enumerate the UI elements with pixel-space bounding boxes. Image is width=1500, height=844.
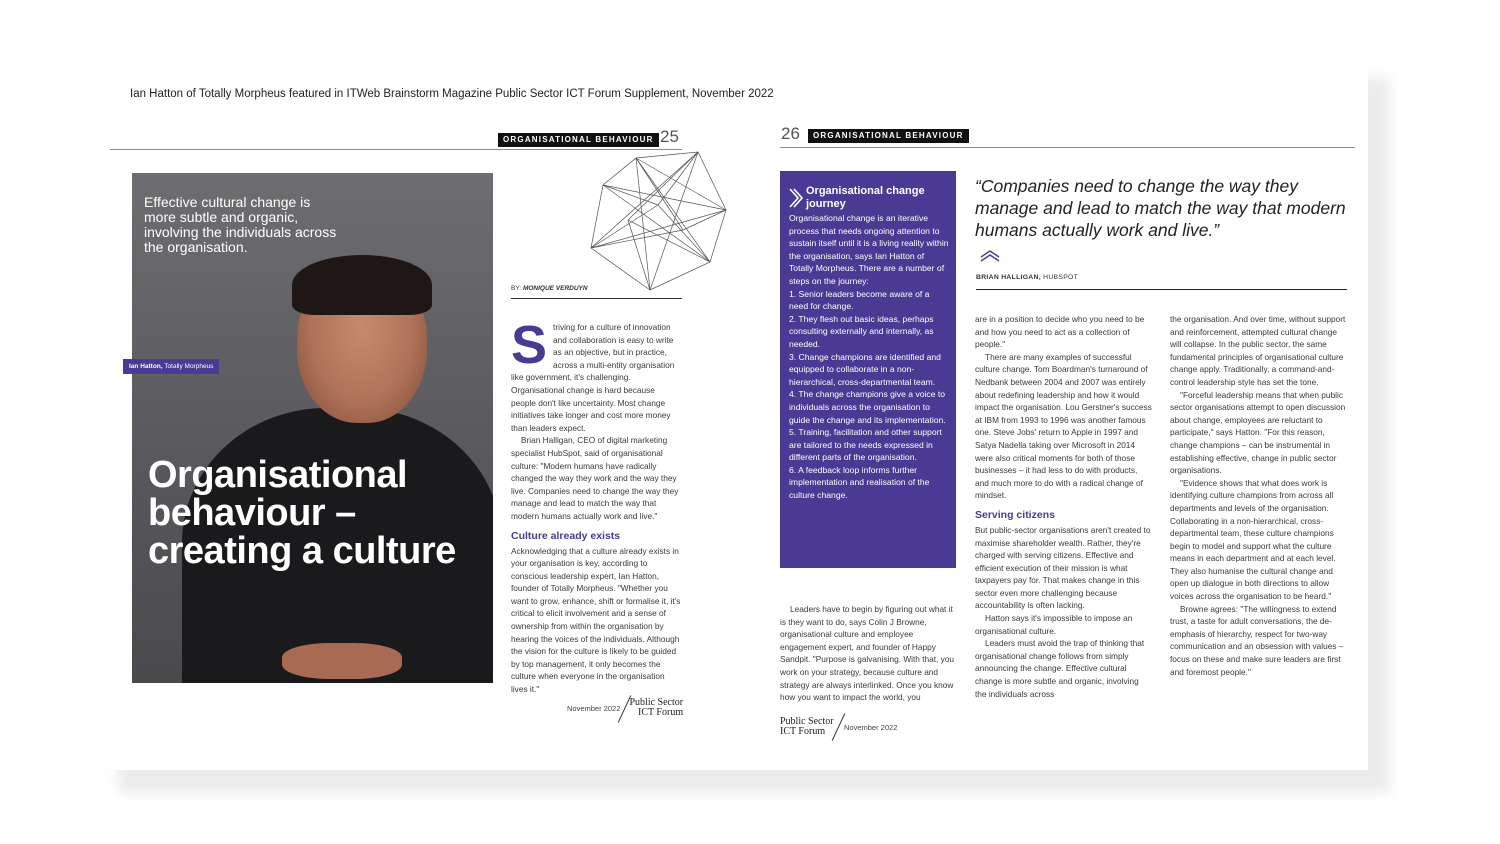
sidebar-step: 6. A feedback loop informs further implementation and realisation of the culture change. xyxy=(789,464,930,501)
quote-attr-name: BRIAN HALLIGAN, xyxy=(976,274,1041,281)
right-column-1 xyxy=(780,603,956,704)
paragraph: Browne agrees: "The willingness to extend trust, a taste for adult conversations, the de-emphasis of hierarchy, respect for two-way communication and an obsession with values – focus on these and make sure leaders are first and foremost people." xyxy=(1170,603,1344,677)
sidebar-body xyxy=(789,212,949,502)
left-page-number: 25 xyxy=(660,127,679,146)
paragraph: are in a position to decide who you need to be and how you need to act as a collection of people." xyxy=(975,314,1145,350)
portrait-hands xyxy=(282,643,402,679)
name-tag-name: Ian Hatton, xyxy=(129,363,163,370)
pub-line-1: Public Sector xyxy=(629,697,684,708)
paragraph: Leaders have to begin by figuring out what it is they want to do, says Colin J Browne, organisational culture and employee engagement expert, and founder of Happy Sandpit. "Purpose is galvanising. With that, you work on your strategy, because culture and strategy are always interlinked. Once you know how you want to impact the world, you xyxy=(780,604,955,703)
quote-attribution xyxy=(976,274,1078,281)
image-caption: Ian Hatton of Totally Morpheus featured in ITWeb Brainstorm Magazine Public Sector ICT Forum Supplement, November 2022 xyxy=(130,88,774,100)
portrait-hair xyxy=(292,255,432,315)
sidebar-step: 3. Change champions are identified and equipped to collaborate in a non-hierarchical, cross-departmental team. xyxy=(789,351,941,387)
paragraph: the organisation. And over time, without support and reinforcement, attempted cultural change will collapse. In the public sector, the same fundamental principles of organisational culture change apply. Traditionally, a command-and-control leadership style has set the tone. xyxy=(1170,314,1346,387)
chevron-up-icon xyxy=(980,250,1000,262)
lead-paragraph: triving for a culture of innovation and collaboration is easy to write as an objective, but in practice, across a multi-entity organisation like government, it's challenging. Organisational change is hard because people don't like uncertainty. Most change initiatives take longer and cost more money than leaders expect. xyxy=(511,322,675,433)
pub-line-2: ICT Forum xyxy=(638,707,684,718)
paragraph: "Forceful leadership means that when public sector organisations attempt to open discussion about change, employees are reluctant to participate," says Hatton. "For this reason, change champions – can be instrumental in establishing effective, change in public sector organisations. xyxy=(1170,389,1346,476)
right-footer-publication xyxy=(780,717,834,737)
byline-rule xyxy=(511,298,682,299)
sidebar-title: Organisational change journey xyxy=(806,185,925,210)
subheading: Serving citizens xyxy=(975,508,1055,521)
pub-line-1: Public Sector xyxy=(780,716,834,727)
right-column-2 xyxy=(975,313,1152,700)
sidebar-step: 4. The change champions give a voice to individuals across the organisation to guide the change and its implementation. xyxy=(789,389,946,425)
pull-quote: “Companies need to change the way they manage and lead to match the way that modern humans actually work and live.” xyxy=(975,176,1346,240)
right-column-3 xyxy=(1170,313,1347,678)
right-header-rule xyxy=(780,147,1355,148)
left-footer-publication xyxy=(628,698,683,718)
paragraph: Leaders must avoid the trap of thinking that organisational change follows from simply announcing the change. Effective cultural change is more subtle and organic, involving the individuals across xyxy=(975,638,1145,699)
paragraph: Hatton says it's impossible to impose an organisational culture. xyxy=(975,613,1133,636)
sidebar-step: 2. They flesh out basic ideas, perhaps consulting externally and internally, as needed. xyxy=(789,313,934,349)
article-title: Organisational behaviour – creating a culture xyxy=(148,454,456,572)
sidebar-step: 1. Senior leaders become aware of a need for change. xyxy=(789,288,930,312)
quote-attr-org: HUBSPOT xyxy=(1043,274,1079,281)
quote-rule xyxy=(976,289,1347,290)
sidebar-step: 5. Training, facilitation and other support are tailored to the needs expressed in different parts of the organisation. xyxy=(789,427,942,463)
pub-line-2: ICT Forum xyxy=(780,726,826,737)
right-section-tag: ORGANISATIONAL BEHAVIOUR xyxy=(808,129,969,143)
photo-name-tag xyxy=(123,359,219,374)
byline-prefix: BY: xyxy=(511,285,522,292)
photo-intro-text: Effective cultural change is more subtle and organic, involving the individuals across the organisation. xyxy=(144,194,337,255)
left-article-column xyxy=(511,315,682,696)
paragraph: "Evidence shows that what does work is identifying culture champions from across all departments and levels of the organisation. Collaborating in a non-hierarchical, cross-departmental team, these culture champions begin to model and support what the culture means in each department and at each level. They also humanise the cultural change and open up dialogue in both directions to allow voices across the organisation to be heard." xyxy=(1170,477,1336,602)
right-footer-date: November 2022 xyxy=(844,723,898,732)
byline-author: MONIQUE VERDUYN xyxy=(522,285,588,292)
paragraph: Brian Halligan, CEO of digital marketing specialist HubSpot, said of organisational culture: "Modern humans have radically changed the way they work and the way they live. Companies need to change the way they manage and lead to match the way that modern humans actually work and live." xyxy=(511,435,679,521)
sidebar-box xyxy=(780,171,956,568)
paragraph: But public-sector organisations aren't created to maximise shareholder wealth. Rather, they're charged with serving citizens. Effective and efficient execution of their mission is what taxpayers pay for. That makes change in this sector even more challenging because accountability is often lacking. xyxy=(975,524,1151,611)
left-section-tag: ORGANISATIONAL BEHAVIOUR xyxy=(498,133,659,147)
left-footer-date: November 2022 xyxy=(567,704,621,713)
name-tag-company: Totally Morpheus xyxy=(164,363,214,370)
subheading: Culture already exists xyxy=(511,529,621,542)
cover-photo xyxy=(132,173,493,683)
sidebar-intro: Organisational change is an iterative process that needs ongoing attention to sustain itself until it is a living reality within the organisation, says Ian Hatton of Totally Morpheus. There are a number of steps on the journey: xyxy=(789,213,949,286)
paragraph: There are many examples of successful culture change. Tom Boardman's turnaround of Nedbank between 2004 and 2007 was entirely about redefining leadership and how it would impact the organisation. Lou Gerstner's success at IBM from 1993 to 1996 was another famous one. Steve Jobs' return to Apple in 1997 and Satya Nadella taking over Microsoft in 2014 were also critical moments for both of those businesses – it had less to do with products, and much more to do with a radical change of mindset. xyxy=(975,351,1152,501)
chevron-right-icon xyxy=(788,187,804,209)
drop-cap: S xyxy=(511,315,548,375)
right-page-number: 26 xyxy=(781,124,800,143)
byline xyxy=(511,285,588,292)
paragraph: Acknowledging that a culture already exists in your organisation is key, according to conscious leadership expert, Ian Hatton, founder of Totally Morpheus. "Whether you want to grow, enhance, shift or formalise it, it's critical to elicit involvement and a sense of ownership from within the organisation by hearing the voices of the individuals. Although the vision for the culture is likely to be guided by top management, it only becomes the culture when everyone in the organisation lives it." xyxy=(511,545,681,695)
network-illustration xyxy=(588,150,730,298)
